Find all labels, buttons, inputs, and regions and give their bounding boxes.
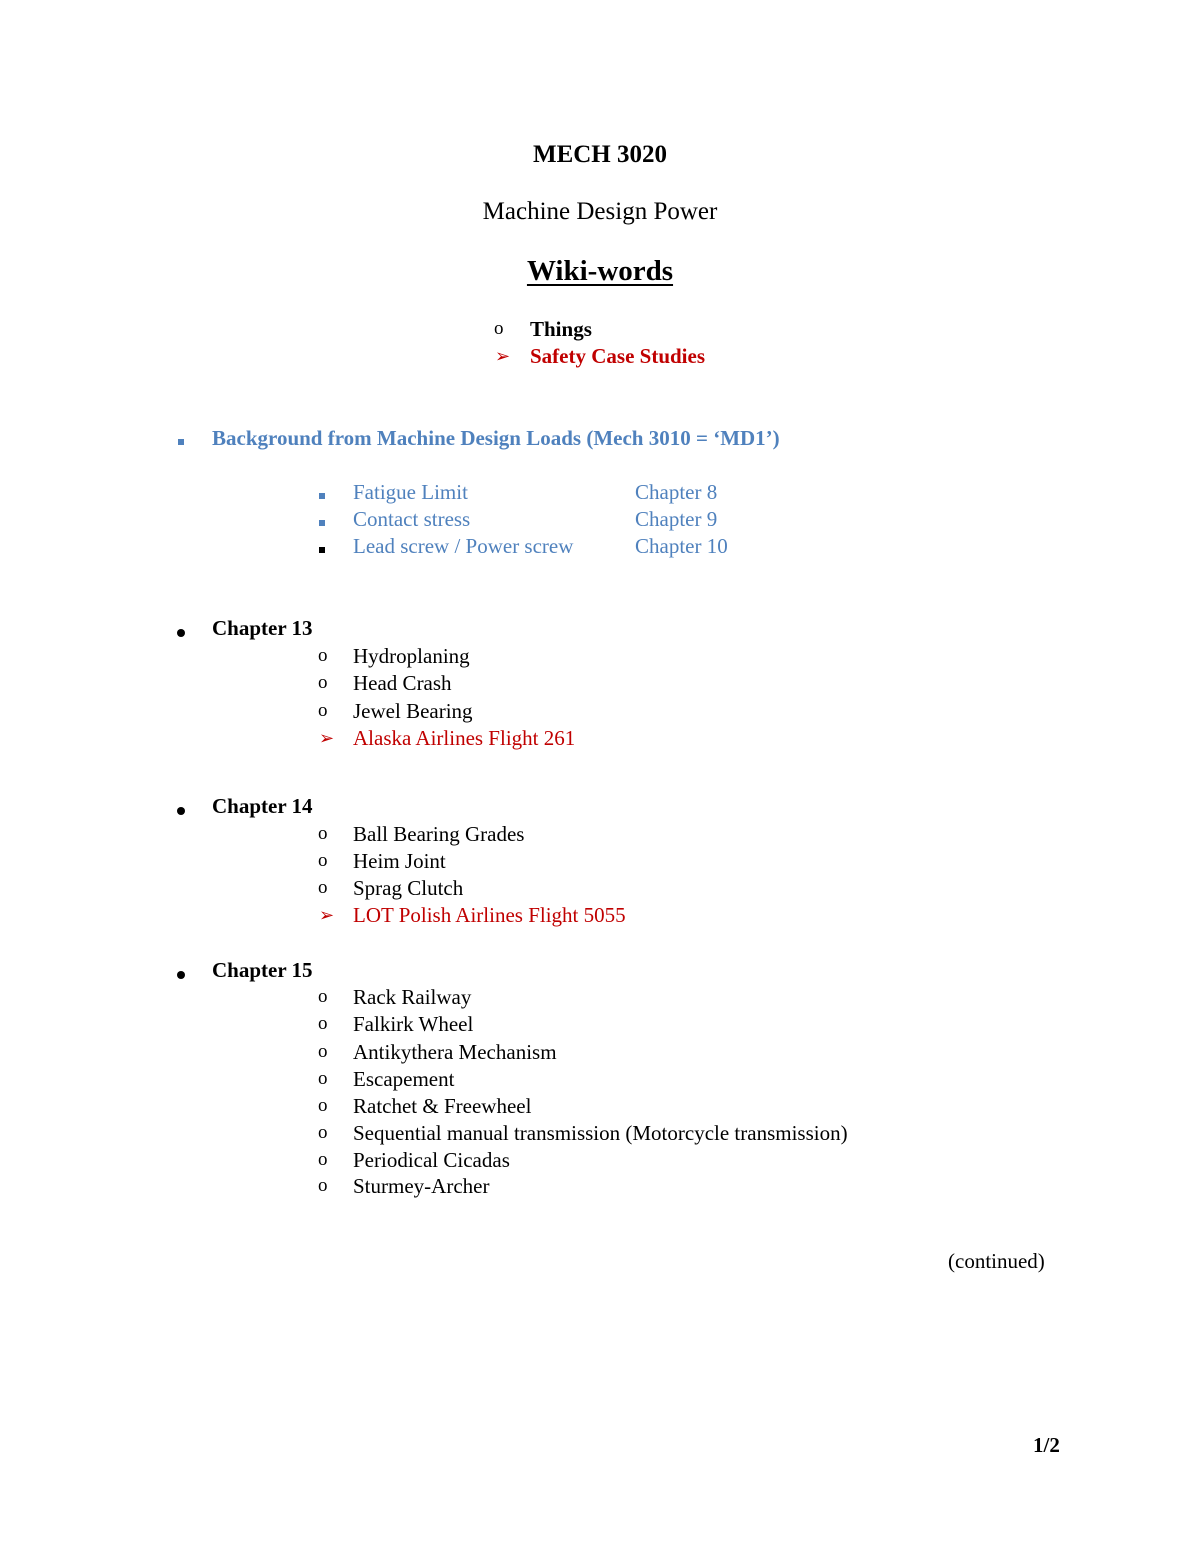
list-item-marker: o xyxy=(318,1068,328,1089)
case-study-arrow-icon: ➢ xyxy=(319,728,335,748)
list-item-marker: o xyxy=(318,850,328,871)
list-item-marker: o xyxy=(318,986,328,1007)
background-item-bullet-icon xyxy=(319,513,325,531)
list-item: Heim Joint xyxy=(353,849,446,873)
list-item: Head Crash xyxy=(353,671,452,695)
list-item: Falkirk Wheel xyxy=(353,1012,474,1036)
course-name: Machine Design Power xyxy=(482,198,718,225)
background-topic: Contact stress xyxy=(353,507,471,531)
chapter-15-title: Chapter 15 xyxy=(212,958,313,982)
list-item-marker: o xyxy=(318,823,328,844)
list-item: Antikythera Mechanism xyxy=(353,1040,557,1064)
chapter-bullet-icon xyxy=(177,624,185,642)
background-item-bullet-icon xyxy=(319,540,325,558)
list-item-marker: o xyxy=(318,1095,328,1116)
page-heading xyxy=(0,255,1200,288)
list-item-marker: o xyxy=(318,1175,328,1196)
list-item: Sequential manual transmission (Motorcycle transmission) xyxy=(353,1121,848,1145)
list-item-marker: o xyxy=(318,1149,328,1170)
background-item-bullet-icon xyxy=(319,486,325,504)
case-study-arrow-icon: ➢ xyxy=(319,905,335,925)
legend-safety-label: Safety Case Studies xyxy=(530,344,706,368)
list-item: Jewel Bearing xyxy=(353,699,473,723)
chapter-13-title: Chapter 13 xyxy=(212,616,313,640)
list-item-marker: o xyxy=(318,877,328,898)
list-item: Hydroplaning xyxy=(353,644,470,668)
case-study-item: Alaska Airlines Flight 261 xyxy=(353,726,576,750)
background-label: Background from Machine Design Loads (Mech 3010 = ‘MD1’) xyxy=(212,426,780,450)
chapter-14-title: Chapter 14 xyxy=(212,794,313,818)
list-item-marker: o xyxy=(318,1041,328,1062)
case-study-item: LOT Polish Airlines Flight 5055 xyxy=(353,903,626,927)
list-item: Ratchet & Freewheel xyxy=(353,1094,532,1118)
list-item-marker: o xyxy=(318,672,328,693)
legend-things-label: Things xyxy=(530,317,592,341)
legend-things-marker: o xyxy=(494,318,504,339)
background-topic: Fatigue Limit xyxy=(353,480,468,504)
list-item: Ball Bearing Grades xyxy=(353,822,525,846)
chapter-bullet-icon xyxy=(177,802,185,820)
list-item-marker: o xyxy=(318,1013,328,1034)
course-code: MECH 3020 xyxy=(532,141,668,168)
page-number: 1/2 xyxy=(1033,1433,1060,1457)
list-item-marker: o xyxy=(318,645,328,666)
list-item-marker: o xyxy=(318,700,328,721)
legend-safety-arrow-icon: ➢ xyxy=(495,346,511,366)
list-item: Escapement xyxy=(353,1067,455,1091)
background-chapter: Chapter 8 xyxy=(635,480,718,504)
background-chapter: Chapter 9 xyxy=(635,507,718,531)
background-chapter: Chapter 10 xyxy=(635,534,728,558)
background-topic: Lead screw / Power screw xyxy=(353,534,574,558)
list-item: Rack Railway xyxy=(353,985,472,1009)
chapter-bullet-icon xyxy=(177,966,185,984)
list-item-marker: o xyxy=(318,1122,328,1143)
background-bullet-icon xyxy=(178,432,184,450)
list-item: Periodical Cicadas xyxy=(353,1148,510,1172)
list-item: Sprag Clutch xyxy=(353,876,464,900)
page-heading-text: Wiki-words xyxy=(526,255,674,287)
list-item: Sturmey-Archer xyxy=(353,1174,490,1198)
continued-note: (continued) xyxy=(948,1249,1045,1273)
